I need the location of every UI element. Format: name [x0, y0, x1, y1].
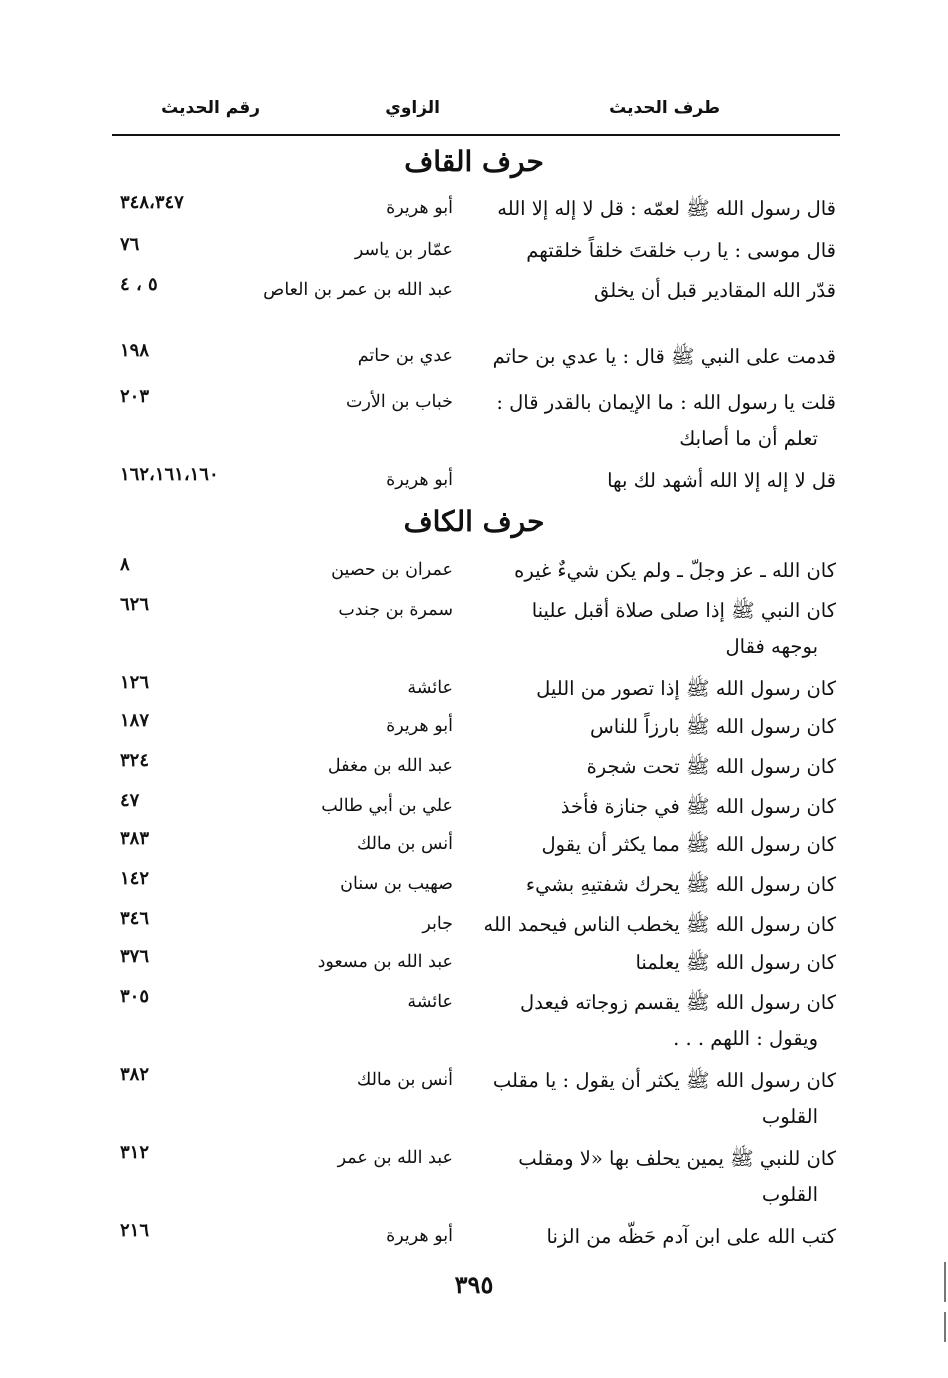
- hadith-numbers: ١٤٢: [120, 868, 150, 889]
- narrator: عدي بن حاتم: [357, 346, 453, 366]
- hadith-numbers: ٣٨٢: [120, 1064, 150, 1085]
- hadith-text-line: كان رسول الله ﷺ تحت شجرة: [586, 755, 836, 778]
- index-row: [0, 274, 948, 320]
- hadith-numbers: ٣٢٤: [120, 750, 150, 771]
- hadith-text-line: قدّر الله المقادير قبل أن يخلق: [594, 279, 836, 302]
- narrator: صهيب بن سنان: [340, 874, 453, 894]
- index-row: [0, 1064, 948, 1129]
- hadith-opening: [476, 792, 836, 822]
- hadith-opening: [476, 910, 836, 940]
- header-narrator: الزاوي: [385, 98, 440, 118]
- narrator: عائشة: [407, 678, 453, 698]
- hadith-opening: [476, 752, 836, 782]
- narrator: أبو هريرة: [386, 716, 453, 736]
- header-number: رقم الحديث: [161, 98, 260, 118]
- hadith-text-line: كتب الله على ابن آدم حَظّه من الزنا: [546, 1225, 836, 1248]
- hadith-numbers: ٣٧٦: [120, 946, 150, 967]
- hadith-numbers: ٣٠٥: [120, 986, 150, 1007]
- hadith-text-line: كان رسول الله ﷺ يحرك شفتيهِ بشيء: [525, 873, 836, 896]
- narrator: أنس بن مالك: [356, 1070, 453, 1090]
- index-row: [0, 594, 948, 659]
- hadith-opening: [476, 1222, 836, 1252]
- hadith-text-continuation: ويقول : اللهم . . .: [673, 1027, 818, 1051]
- hadith-numbers: ٤٧: [120, 790, 140, 811]
- hadith-opening: [476, 194, 836, 224]
- index-row: [0, 1142, 948, 1207]
- hadith-opening: [476, 674, 836, 704]
- hadith-text-line: قل لا إله إلا الله أشهد لك بها: [607, 469, 836, 492]
- narrator: جابر: [422, 914, 453, 934]
- hadith-opening: [476, 596, 836, 662]
- narrator: خباب بن الأرت: [346, 392, 453, 412]
- hadith-numbers: ٣١٢: [120, 1142, 150, 1163]
- hadith-text-line: كان النبي ﷺ إذا صلى صلاة أقبل علينا: [531, 599, 836, 622]
- hadith-text-line: كان للنبي ﷺ يمين يحلف بها «لا ومقلب: [518, 1147, 836, 1170]
- index-row: [0, 464, 948, 510]
- hadith-text-line: قال موسى : يا رب خلقتَ خلقاً خلقتهم: [526, 239, 836, 262]
- index-row: [0, 192, 948, 238]
- hadith-numbers: ١٨٧: [120, 710, 150, 731]
- hadith-text-continuation: بوجهه فقال: [725, 635, 818, 659]
- hadith-opening: [476, 276, 836, 306]
- hadith-numbers: ٢١٦: [120, 1220, 150, 1241]
- hadith-opening: [476, 556, 836, 586]
- header-hadith: طرف الحديث: [609, 98, 720, 118]
- hadith-opening: [476, 342, 836, 372]
- hadith-text-line: كان رسول الله ﷺ يقسم زوجاته فيعدل: [520, 991, 836, 1014]
- narrator: عائشة: [407, 992, 453, 1012]
- narrator: عمران بن حصين: [331, 560, 453, 580]
- header-rule: [112, 134, 840, 136]
- hadith-opening: [476, 466, 836, 496]
- section-heading: حرف القاف: [404, 145, 544, 178]
- hadith-opening: [476, 988, 836, 1054]
- hadith-opening: [476, 712, 836, 742]
- hadith-text-line: قال رسول الله ﷺ لعمّه : قل لا إله إلا الله: [497, 197, 836, 220]
- index-row: [0, 986, 948, 1051]
- hadith-opening: [476, 388, 836, 454]
- narrator: أبو هريرة: [386, 198, 453, 218]
- hadith-opening: [476, 948, 836, 978]
- hadith-text-line: كان رسول الله ﷺ مما يكثر أن يقول: [541, 833, 836, 856]
- hadith-text-continuation: القلوب: [761, 1105, 818, 1129]
- page-number: ٣٩٥: [454, 1270, 494, 1299]
- narrator: سمرة بن جندب: [338, 600, 453, 620]
- narrator: عبد الله بن مسعود: [317, 952, 453, 972]
- hadith-text-line: كان الله ـ عز وجلّ ـ ولم يكن شيءٌ غيره: [514, 559, 836, 582]
- hadith-text-line: كان رسول الله ﷺ يخطب الناس فيحمد الله: [483, 913, 836, 936]
- hadith-text-continuation: تعلم أن ما أصابك: [679, 427, 818, 451]
- hadith-text-line: قدمت على النبي ﷺ قال : يا عدي بن حاتم: [492, 345, 836, 368]
- narrator: عمّار بن ياسر: [354, 240, 453, 260]
- hadith-text-line: كان رسول الله ﷺ إذا تصور من الليل: [536, 677, 836, 700]
- hadith-numbers: ١٩٨: [120, 340, 150, 361]
- page-edge: [944, 1312, 946, 1342]
- hadith-text-line: كان رسول الله ﷺ في جنازة فأخذ: [560, 795, 836, 818]
- narrator: أنس بن مالك: [356, 834, 453, 854]
- hadith-numbers: ١٦٢،١٦١،١٦٠: [120, 464, 219, 485]
- hadith-opening: [476, 236, 836, 266]
- hadith-numbers: ٨: [120, 554, 130, 575]
- hadith-text-line: كان رسول الله ﷺ بارزاً للناس: [589, 715, 836, 738]
- narrator: أبو هريرة: [386, 470, 453, 490]
- hadith-opening: [476, 830, 836, 860]
- hadith-opening: [476, 870, 836, 900]
- hadith-numbers: ٧٦: [120, 234, 140, 255]
- narrator: عبد الله بن مغفل: [327, 756, 453, 776]
- hadith-text-line: كان رسول الله ﷺ يكثر أن يقول : يا مقلب: [492, 1069, 836, 1092]
- hadith-numbers: ٣٤٦: [120, 908, 150, 929]
- index-row: [0, 386, 948, 451]
- narrator: عبد الله بن عمر: [337, 1148, 453, 1168]
- hadith-opening: [476, 1066, 836, 1132]
- hadith-numbers: ٢٠٣: [120, 386, 150, 407]
- hadith-numbers: ١٢٦: [120, 672, 150, 693]
- hadith-text-line: كان رسول الله ﷺ يعلمنا: [635, 951, 836, 974]
- hadith-numbers: ٦٢٦: [120, 594, 150, 615]
- table-header: [110, 98, 850, 138]
- narrator: أبو هريرة: [386, 1226, 453, 1246]
- hadith-numbers: ٥ ، ٤: [120, 274, 158, 295]
- hadith-numbers: ٣٤٨،٣٤٧: [120, 192, 184, 213]
- page-edge: [944, 1262, 946, 1302]
- hadith-text-line: قلت يا رسول الله : ما الإيمان بالقدر قال :: [496, 391, 836, 414]
- hadith-opening: [476, 1144, 836, 1210]
- narrator: علي بن أبي طالب: [321, 796, 453, 816]
- index-row: [0, 340, 948, 386]
- index-row: [0, 1220, 948, 1266]
- hadith-text-continuation: القلوب: [761, 1183, 818, 1207]
- hadith-numbers: ٣٨٣: [120, 828, 150, 849]
- narrator: عبد الله بن عمر بن العاص: [263, 280, 453, 300]
- section-heading: حرف الكاف: [403, 505, 545, 538]
